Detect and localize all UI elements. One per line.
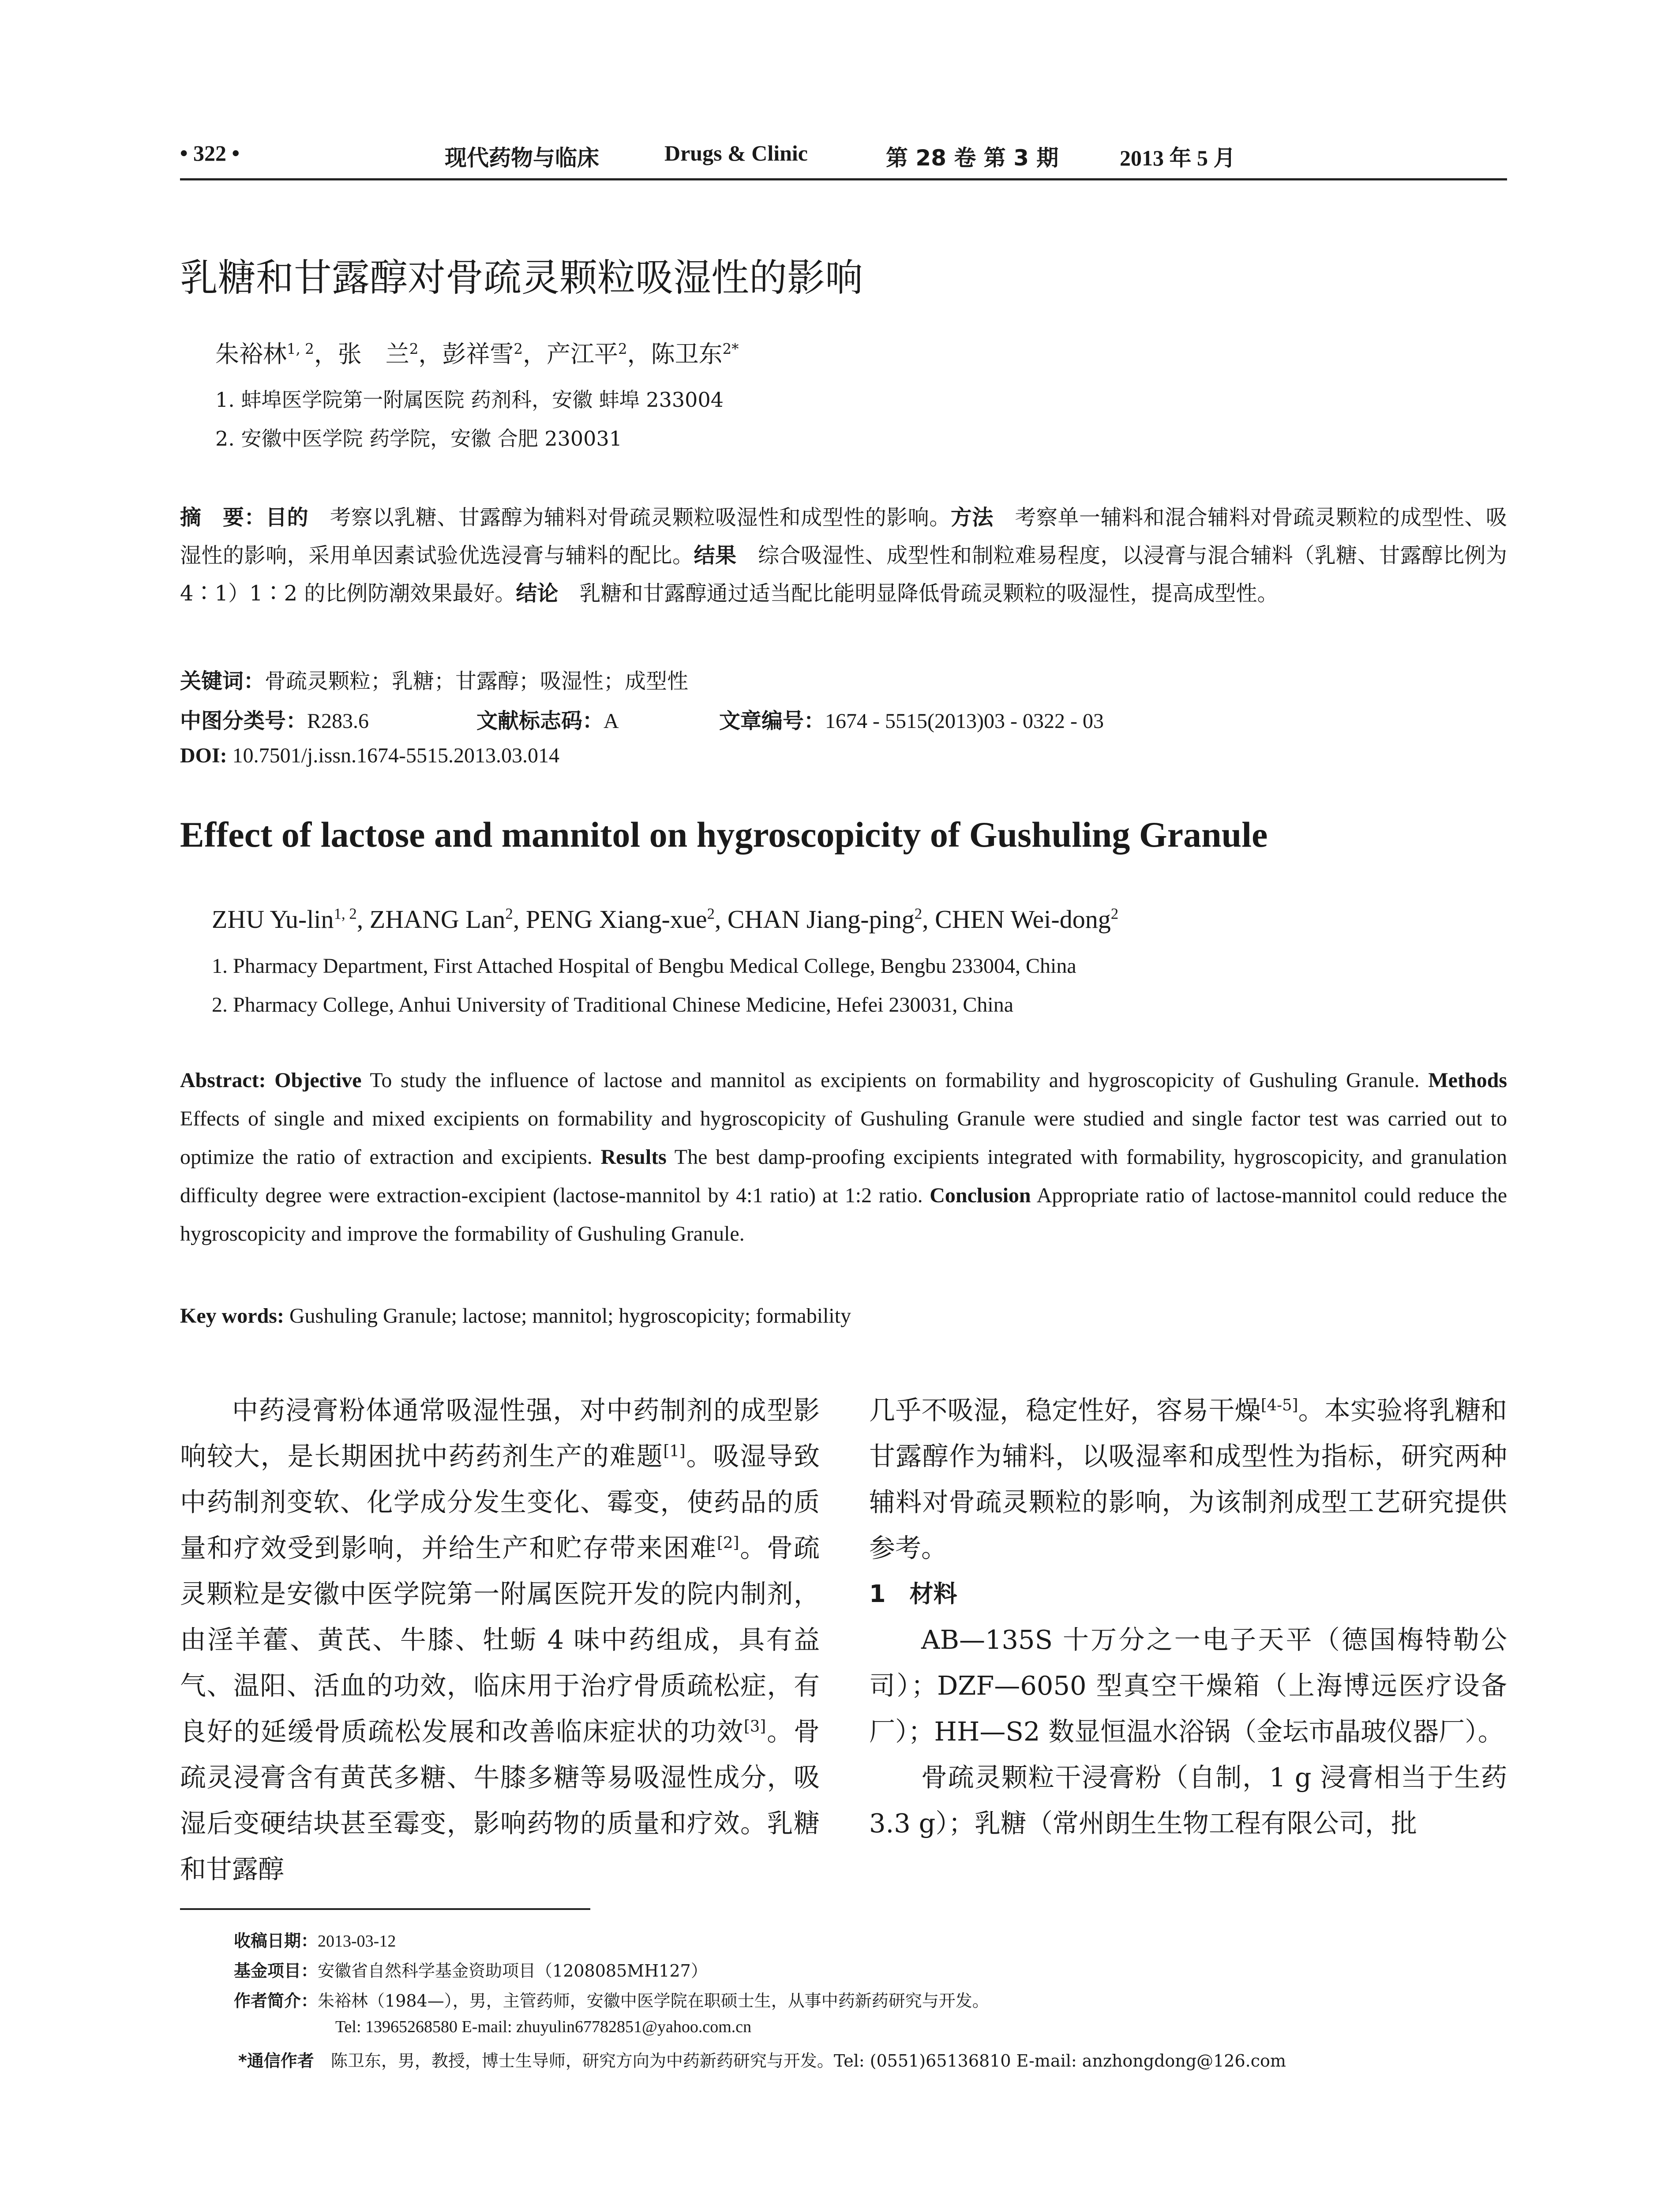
intro-paragraph-cont: 几乎不吸湿，稳定性好，容易干燥[4-5]。本实验将乳糖和甘露醇作为辅料，以吸湿率和成型性为指标，研究两种辅料对骨疏灵颗粒的影响，为该制剂成型工艺研究提供参考。 — [869, 1395, 1507, 1563]
authors-en: ZHU Yu-lin$^{1, 2}$, ZHANG Lan$^2$, PENG Xiang-xue$^2$, CHAN Jiang-ping$^2$, CHEN Wei-dong$^2$ — [212, 905, 1119, 934]
journal-name-en: Drugs & Clinic — [664, 141, 808, 165]
volume-issue: 第 28 卷 第 3 期 — [886, 145, 1059, 171]
issue-date: 2013 年 5 月 — [1120, 146, 1236, 170]
footnote-author-contact: Tel: 13965268580 E-mail: zhuyulin67782851@yahoo.com.cn — [335, 2018, 752, 2036]
classification-line: 中图分类号：R283.6 — [180, 709, 369, 733]
document-code: 文献标志码：A — [476, 709, 619, 733]
affiliation-cn-1: 1. 蚌埠医学院第一附属医院 药剂科，安徽 蚌埠 233004 — [215, 388, 724, 412]
affiliation-en-1: 1. Pharmacy Department, First Attached Hospital of Bengbu Medical College, Bengbu 233004, China — [212, 954, 1076, 978]
keywords-en: Key words: Gushuling Granule; lactose; mannitol; hygroscopicity; formability — [180, 1304, 851, 1328]
running-header — [180, 140, 1507, 171]
keywords-cn: 关键词：骨疏灵颗粒；乳糖；甘露醇；吸湿性；成型性 — [180, 669, 689, 694]
article-title-cn: 乳糖和甘露醇对骨疏灵颗粒吸湿性的影响 — [180, 256, 863, 300]
authors-cn: 朱裕林$^{1, 2}$，张 兰$^2$，彭祥雪$^2$，产江平$^2$，陈卫东$^{2*}$ — [215, 340, 739, 368]
footnote-author-bio: 作者简介：朱裕林（1984—），男，主管药师，安徽中医学院在职硕士生，从事中药新药研究与开发。 — [234, 1991, 989, 2011]
materials-reagents: 骨疏灵颗粒干浸膏粉（自制，1 g 浸膏相当于生药 3.3 g）；乳糖（常州朗生生物工程有限公司，批 — [869, 1762, 1507, 1838]
body-right-column — [869, 1388, 1507, 1846]
abstract-cn: 摘 要：目的 考察以乳糖、甘露醇为辅料对骨疏灵颗粒吸湿性和成型性的影响。方法 考察单一辅料和混合辅料对骨疏灵颗粒的成型性、吸湿性的影响，采用单因素试验优选浸膏与辅料的配比。结果 综合吸湿性、成型性和制粒难易程度，以浸膏与混合辅料（乳糖、甘露醇比例为 4∶1）1∶2 的比例防潮效果最好。结论 乳糖和甘露醇通过适当配比能明显降低骨疏灵颗粒的吸湿性，提高成型性。 — [180, 505, 1507, 606]
section-heading-materials: 1 材料 — [869, 1580, 957, 1608]
body-left-column — [180, 1388, 820, 1892]
header-rule — [180, 178, 1507, 180]
affiliation-cn-2: 2. 安徽中医学院 药学院，安徽 合肥 230031 — [215, 427, 622, 450]
journal-name-cn: 现代药物与临床 — [445, 145, 599, 171]
footnote-received: 收稿日期：2013-03-12 — [234, 1931, 396, 1951]
doi-line: DOI: 10.7501/j.issn.1674-5515.2013.03.014 — [180, 744, 560, 767]
article-title-en: Effect of lactose and mannitol on hygroscopicity of Gushuling Granule — [180, 814, 1268, 855]
footnote-rule — [180, 1908, 590, 1910]
footnote-funding: 基金项目：安徽省自然科学基金资助项目（1208085MH127） — [234, 1961, 708, 1981]
footnote-corresponding-author: *通信作者 陈卫东，男，教授，博士生导师，研究方向为中药新药研究与开发。Tel: (0551)65136810 E-mail: anzhongdong@126.com — [238, 2051, 1286, 2071]
intro-paragraph: 中药浸膏粉体通常吸湿性强，对中药制剂的成型影响较大，是长期困扰中药药剂生产的难题[1]。吸湿导致中药制剂变软、化学成分发生变化、霉变，使药品的质量和疗效受到影响，并给生产和贮存带来困难[2]。骨疏灵颗粒是安徽中医学院第一附属医院开发的院内制剂，由淫羊藿、黄芪、牛膝、牡蛎 4 味中药组成，具有益气、温阳、活血的功效，临床用于治疗骨质疏松症，有良好的延缓骨质疏松发展和改善临床症状的功效[3]。骨疏灵浸膏含有黄芪多糖、牛膝多糖等易吸湿性成分，吸湿后变硬结块甚至霉变，影响药物的质量和疗效。乳糖和甘露醇 — [180, 1395, 820, 1884]
article-number: 文章编号：1674 - 5515(2013)03 - 0322 - 03 — [719, 709, 1104, 733]
affiliation-en-2: 2. Pharmacy College, Anhui University of Traditional Chinese Medicine, Hefei 230031, China — [212, 993, 1014, 1017]
abstract-en: Abstract: Objective To study the influence of lactose and mannitol as excipients on formability and hygroscopicity of Gushuling Granule. Methods Effects of single and mixed excipients on formability and hygroscopicity of Gushuling Granule were studied and single factor test was carried out to optimize the ratio of extraction and excipients. Results The best damp-proofing excipients integrated with formability, hygroscopicity, and granulation difficulty degree were extraction-excipient (lactose-mannitol by 4:1 ratio) at 1:2 ratio. Conclusion Appropriate ratio of lactose-mannitol could reduce the hygroscopicity and improve the formability of Gushuling Granule. — [180, 1069, 1508, 1246]
materials-instruments: AB—135S 十万分之一电子天平（德国梅特勒公司）；DZF—6050 型真空干燥箱（上海博远医疗设备厂）；HH—S2 数显恒温水浴锅（金坛市晶玻仪器厂）。 — [869, 1624, 1507, 1747]
page-number: • 322 • — [180, 141, 240, 165]
